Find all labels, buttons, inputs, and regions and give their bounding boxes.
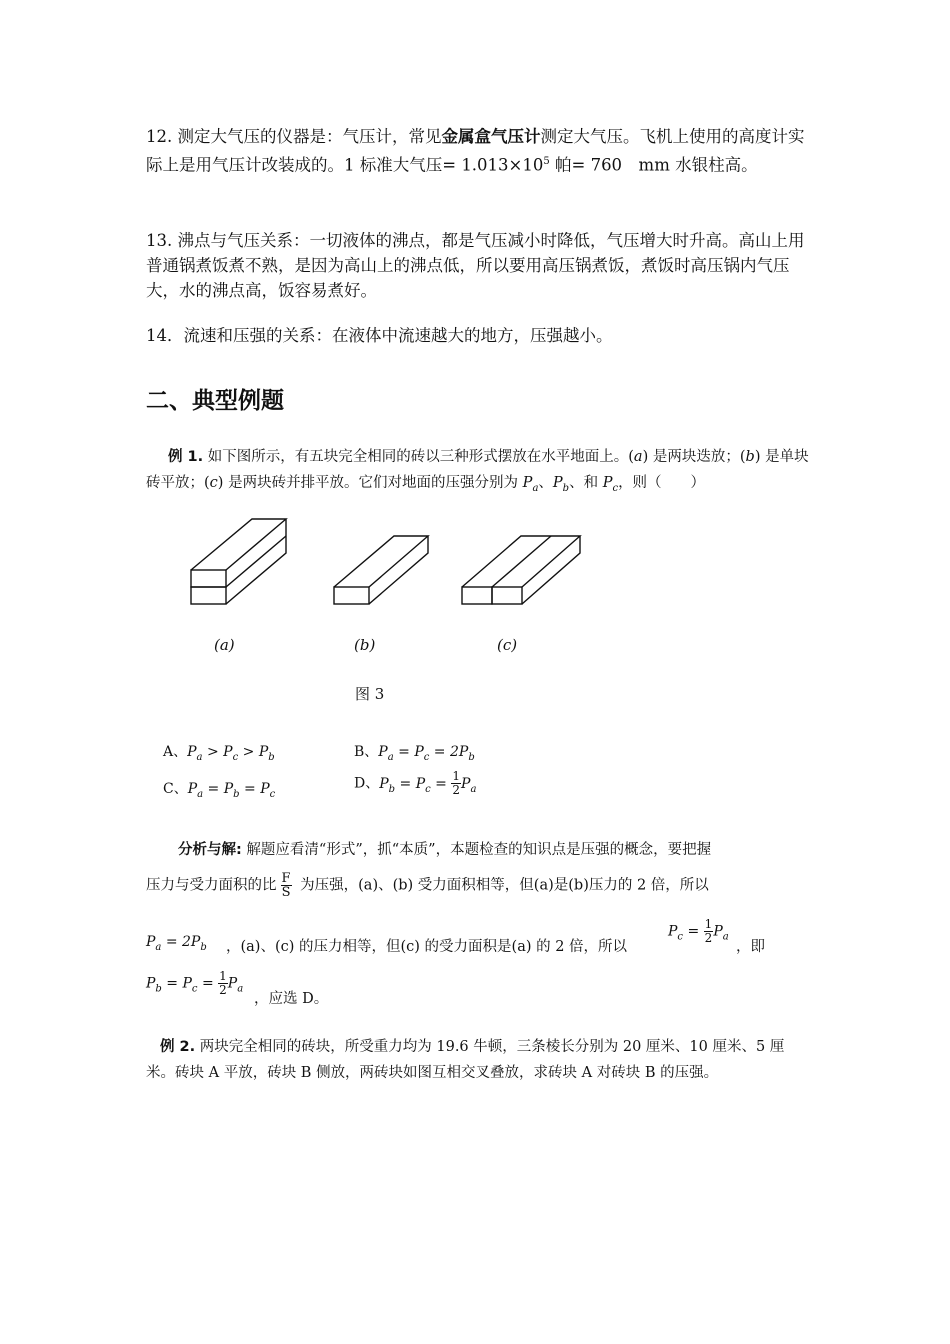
var-a: a (633, 449, 643, 465)
analysis-line-1 (146, 837, 810, 863)
var-c: c (209, 475, 218, 491)
figure-title: 图 3 (355, 685, 385, 703)
example-2-label: 例 2. (160, 1039, 196, 1055)
example-2 (146, 1034, 810, 1086)
fraction-half (704, 918, 714, 945)
example-1-label: 例 1. (168, 449, 204, 465)
brick-a-front-top (191, 570, 226, 587)
frac-num: 1 (219, 969, 227, 983)
expr-pb-pc-half-pa: $P_b = P_c$ = $\frac{1}{2}$ $P_a$ (146, 969, 244, 997)
item-12-bold: 金属盒气压计 (441, 127, 541, 146)
example-1-text: ) 是两块迭放；( (642, 449, 746, 465)
option-a-label: A、 (163, 744, 188, 760)
option-a (163, 741, 275, 763)
expr-pa-2pb: $P_a = 2P_b$ (146, 934, 207, 953)
separator: 、 (538, 475, 553, 491)
frac-num: 1 (704, 917, 713, 931)
var-b: b (745, 449, 755, 465)
brick-c2-front (492, 587, 522, 604)
option-c-label: C、 (163, 781, 188, 797)
brick-c1-front (462, 587, 492, 604)
caption-c: (c) (497, 636, 518, 654)
analysis-label: 分析与解: (178, 842, 242, 858)
example-2-text: 两块完全相同的砖块，所受重力均为 19.6 牛顿，三条棱长分别为 20 厘米、10 厘米、5 厘米。砖块 A 平放，砖块 B 侧放，两砖块如图互相交叉叠放，求砖块 A 对砖块 B 的压强。 (146, 1039, 785, 1081)
analysis-line-4: ，应选 D。 (254, 991, 329, 1007)
pc-sub: c (612, 482, 619, 494)
analysis-text: 解题应看清“形式”，抓“本质”，本题检查的知识点是压强的概念，要把握 (241, 842, 712, 858)
bricks-c (462, 536, 580, 604)
pa-symbol: P (522, 475, 533, 491)
option-b-label: B、 (354, 744, 379, 760)
analysis-text: ，(a)、(c) 的压力相等，但(c) 的受力面积是(a) 的 2 倍，所以 (226, 939, 628, 955)
brick-stack-a (191, 519, 286, 604)
analysis-text: 压力与受力面积的比 (146, 877, 277, 894)
option-b (354, 741, 475, 763)
frac-num: 1 (452, 769, 461, 783)
brick-a-front-bottom (191, 587, 226, 604)
caption-a: (a) (214, 636, 235, 654)
example-1-text: ) 是两块砖并排平放。它们对地面的压强分别为 (217, 475, 523, 491)
item-13: 13. 沸点与气压关系：一切液体的沸点，都是气压减小时降低，气压增大时升高。高山上用普通锅煮饭煮不熟，是因为高山上的沸点低，所以要用高压锅煮饭，煮饭时高压锅内气压大，水的沸点高，饭容易煮好。 (146, 231, 805, 300)
analysis-line-2 (146, 872, 810, 899)
example-1-text: ) 是单块砖平放；( (146, 449, 809, 491)
option-c (163, 778, 275, 800)
exponent: 5 (543, 156, 550, 167)
caption-b: (b) (354, 636, 376, 654)
frac-den: S (281, 885, 291, 900)
frac-den: 2 (219, 983, 227, 997)
separator: 、和 (569, 475, 603, 491)
section-title: 二、典型例题 (146, 388, 284, 414)
bricks-c-side (522, 536, 580, 604)
brick-a-top (191, 519, 286, 570)
brick-b-top (334, 536, 428, 587)
item-12-text: 12. 测定大气压的仪器是：气压计，常见 (146, 127, 442, 146)
item-14: 14．流速和压强的关系：在液体中流速越大的地方，压强越小。 (146, 326, 613, 345)
example-1-end: ，则（ ） (618, 475, 706, 491)
option-d-label: D、 (354, 775, 380, 792)
pc-symbol: P (602, 475, 613, 491)
option-a-expr: $P_a > P_c > P_b$ (187, 744, 275, 763)
item-12-suffix: 帕= 760 mm 水银柱高。 (549, 155, 758, 175)
frac-num: F (281, 871, 291, 886)
analysis-text: 为压强，(a)、(b) 受力面积相等，但(a)是(b)压力的 2 倍，所以 (295, 877, 709, 894)
item-12-mid: 测定大气压。飞机上使用的高度计实际上是用气压计改装成的。1 标准大气压= 1.013×10 (146, 127, 805, 175)
brick-b (334, 536, 428, 604)
frac-den: 2 (452, 783, 461, 797)
fraction-half (218, 970, 228, 997)
expr-pc-half-pa: $P_c$ = $\frac{1}{2}$ $P_a$ (668, 917, 729, 945)
fraction-f-over-s (281, 872, 292, 899)
option-d-expr: $P_b = P_c$ = $\frac{1}{2}$ $P_a$ (379, 769, 477, 797)
frac-den: 2 (704, 931, 713, 945)
analysis-line-3 (226, 934, 666, 960)
option-c-expr: $P_a = P_b = P_c$ (187, 781, 276, 800)
option-b-expr: $P_a = P_c = 2P_b$ (378, 744, 475, 763)
bricks-c-seam (492, 536, 551, 587)
pa-sub: a (532, 482, 539, 494)
brick-b-front (334, 587, 369, 604)
option-d (354, 770, 476, 797)
analysis-line-3b: ，即 (736, 939, 765, 955)
example-1-text: 如下图所示，有五块完全相同的砖以三种形式摆放在水平地面上。( (203, 449, 634, 465)
pb-sub: b (562, 482, 570, 494)
brick-b-side (369, 536, 428, 604)
fraction-half (451, 770, 461, 797)
pb-symbol: P (552, 475, 563, 491)
